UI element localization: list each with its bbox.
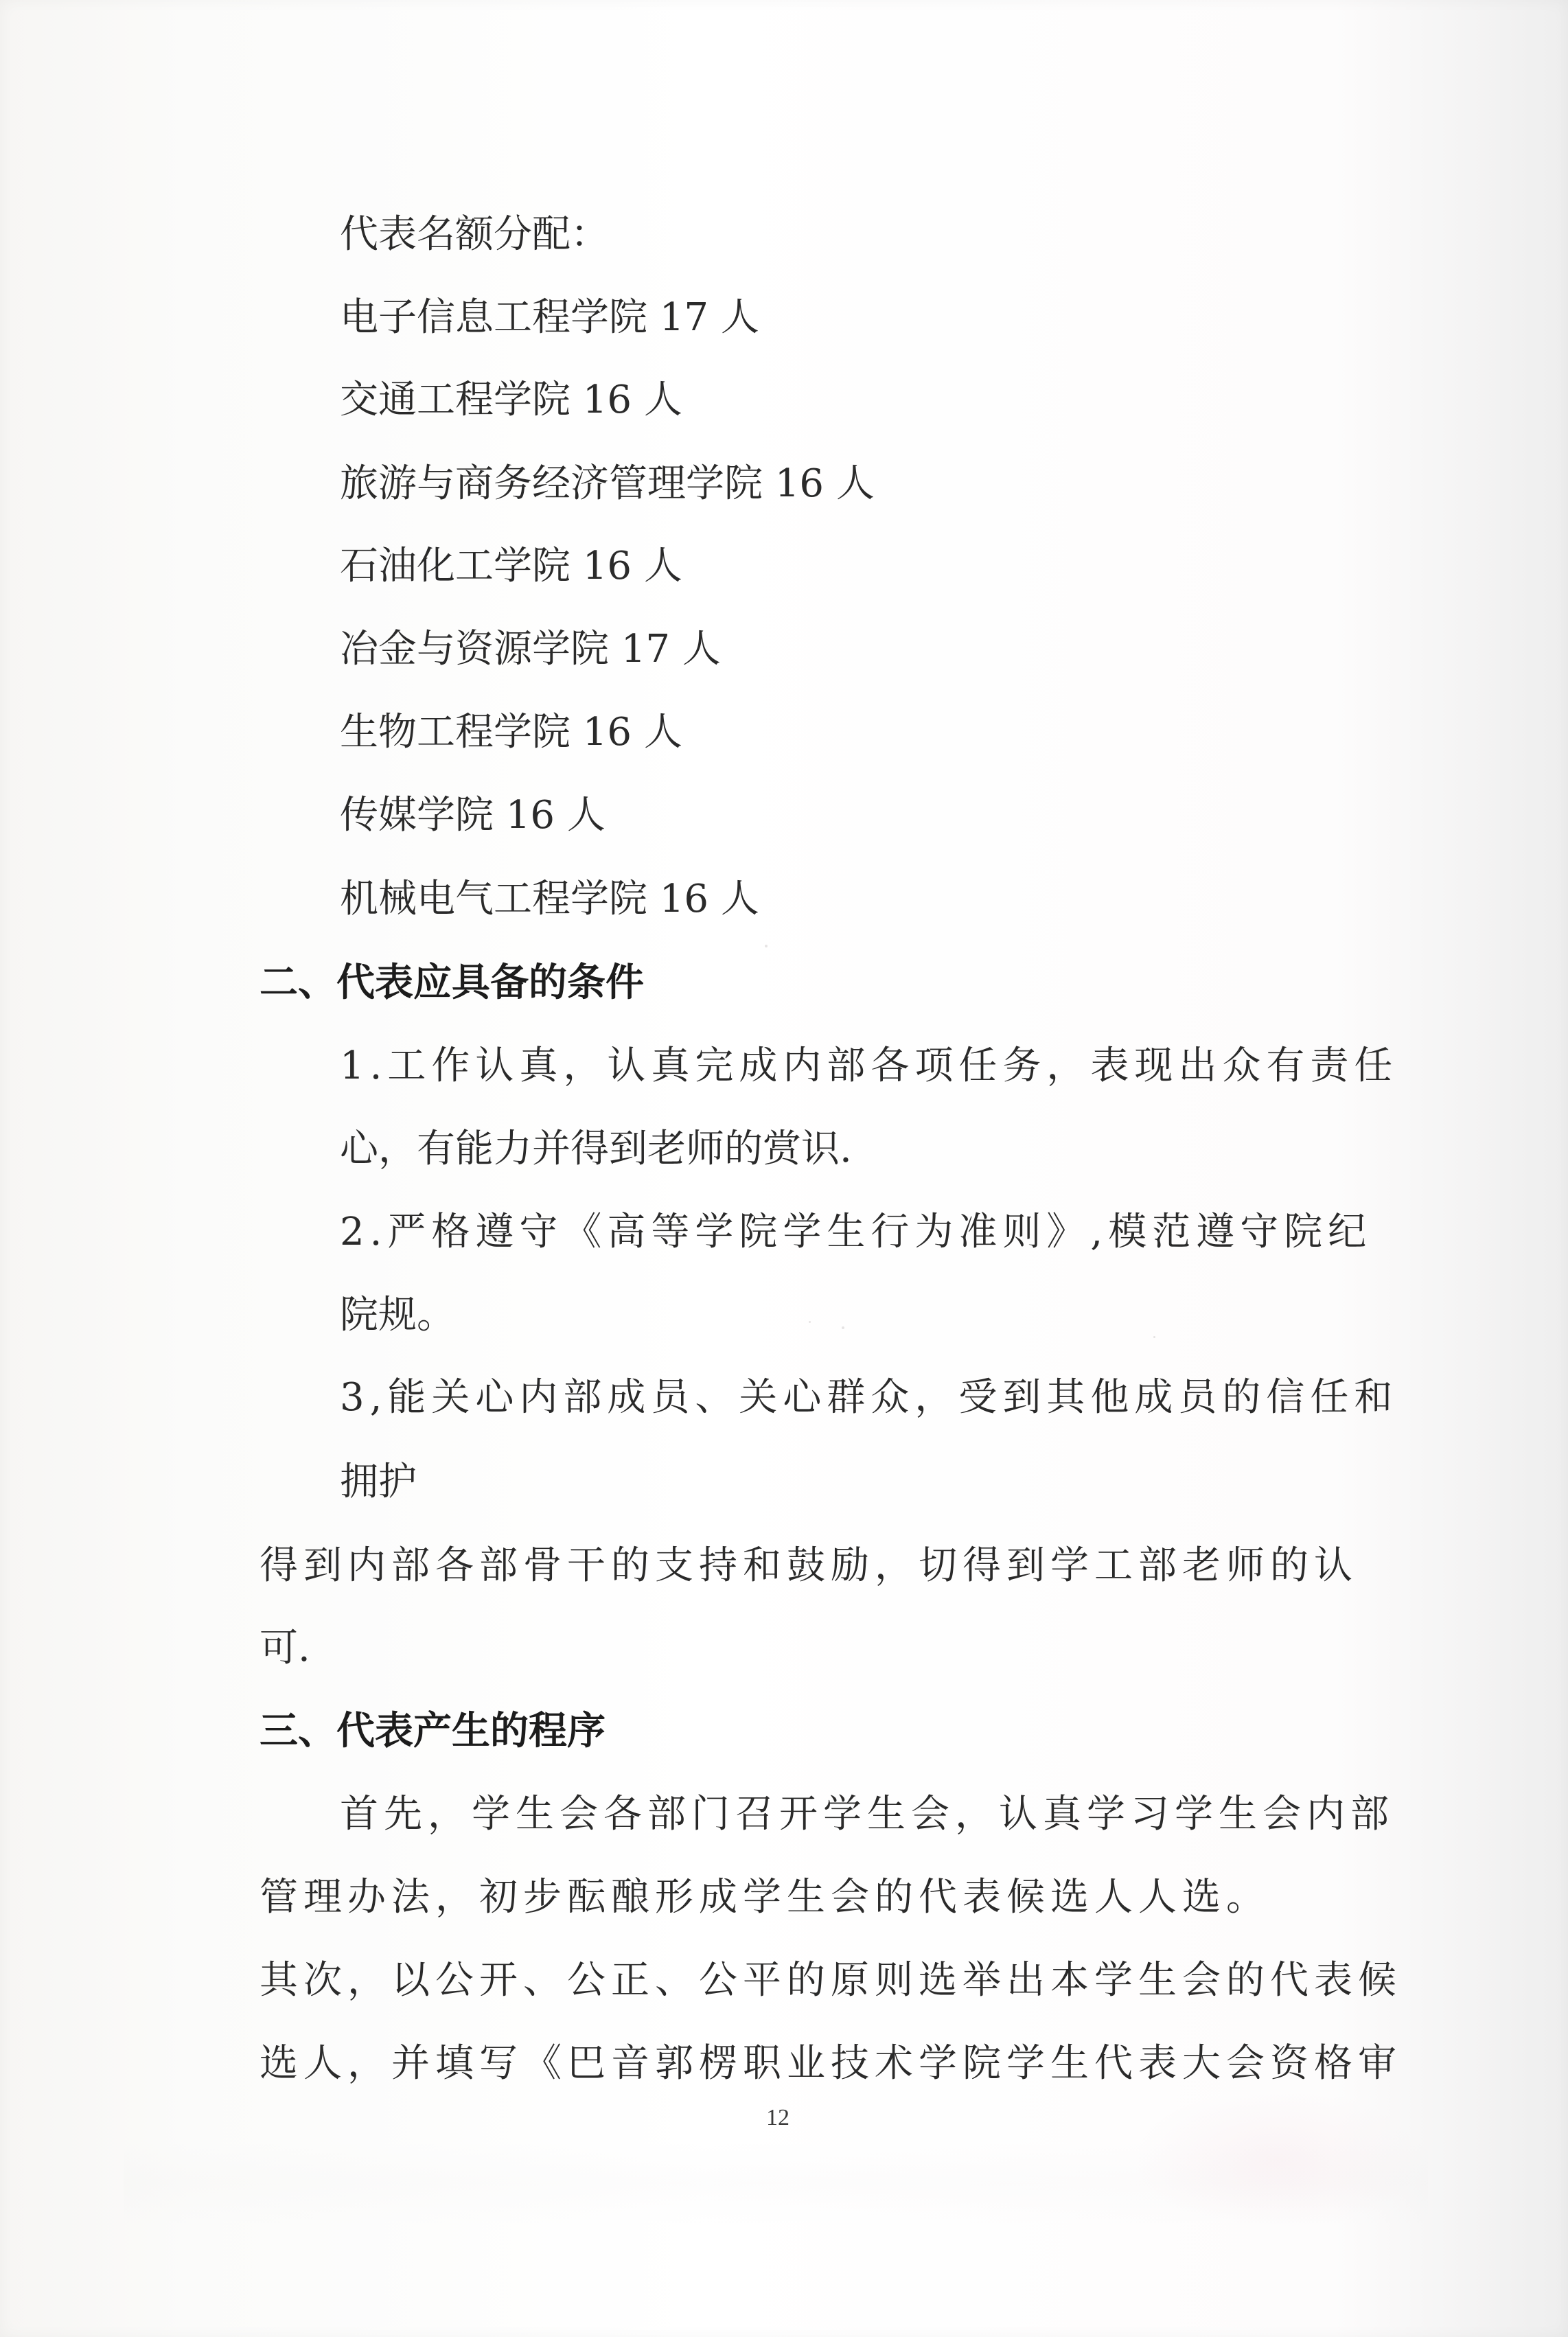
section-paragraph-line: 可.: [260, 1626, 310, 1670]
section-paragraph-line: 1.工作认真，认真完成内部各项任务，表现出众有责任: [340, 1044, 1398, 1088]
section-paragraph-line: 2.严格遵守《高等学院学生行为准则》,模范遵守院纪: [340, 1210, 1372, 1254]
page-number: 12: [766, 2105, 789, 2130]
paper-speck: [1153, 1336, 1155, 1338]
section-paragraph-line: 院规。: [340, 1293, 455, 1337]
paper-speck: [809, 1321, 811, 1323]
college-allocation-line: 旅游与商务经济管理学院 16 人: [340, 461, 875, 506]
section-heading: 二、代表应具备的条件: [260, 960, 644, 1005]
section-paragraph-line: 选人，并填写《巴音郭楞职业技术学院学生代表大会资格审: [260, 2041, 1402, 2086]
paper-stain: [1133, 2087, 1421, 2231]
college-allocation-line: 机械电气工程学院 16 人: [340, 877, 759, 921]
college-allocation-line: 交通工程学院 16 人: [340, 378, 682, 422]
college-allocation-line: 冶金与资源学院 17 人: [340, 627, 721, 671]
college-allocation-line: 电子信息工程学院 17 人: [340, 295, 759, 340]
section-heading: 三、代表产生的程序: [260, 1709, 606, 1753]
section-paragraph-line: 其次，以公开、公正、公平的原则选举出本学生会的代表候: [260, 1958, 1402, 2003]
college-allocation-line: 生物工程学院 16 人: [340, 710, 682, 755]
paper-smudge: [124, 2142, 1428, 2224]
college-allocation-line: 石油化工学院 16 人: [340, 544, 682, 588]
section-paragraph-line: 心，有能力并得到老师的赏识.: [340, 1127, 852, 1171]
college-allocation-line: 传媒学院 16 人: [340, 793, 606, 838]
allocation-heading: 代表名额分配：: [340, 212, 609, 257]
section-paragraph-line: 拥护: [340, 1460, 417, 1504]
section-paragraph-line: 首先，学生会各部门召开学生会，认真学习学生会内部: [340, 1792, 1394, 1837]
section-paragraph-line: 得到内部各部骨干的支持和鼓励，切得到学工部老师的认: [260, 1543, 1358, 1588]
paper-speck: [765, 945, 768, 947]
paper-speck: [842, 1326, 844, 1329]
section-paragraph-line: 3,能关心内部成员、关心群众，受到其他成员的信任和: [340, 1375, 1398, 1420]
section-paragraph-line: 管理办法，初步酝酿形成学生会的代表候选人人选。: [260, 1875, 1270, 1920]
